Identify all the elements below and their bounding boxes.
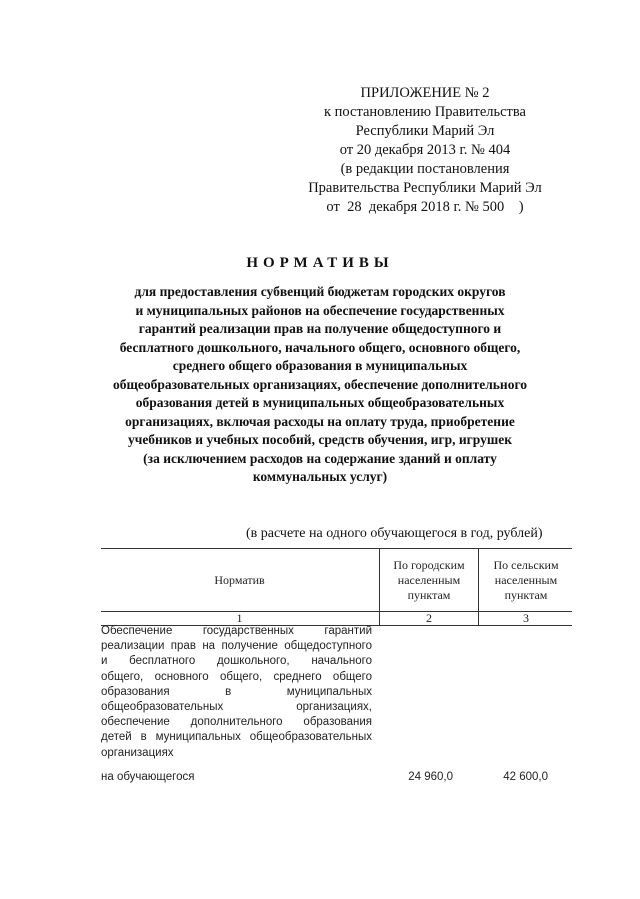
appendix-header <box>300 84 550 217</box>
description-line: Обеспечение государственных гарантий <box>101 625 372 637</box>
description-line: общего, основного общего, среднего общего <box>101 670 372 683</box>
table-header <box>101 548 572 612</box>
appendix-ref-line: (в редакции постановления <box>340 161 510 177</box>
description-line: общеобразовательных организациях, <box>101 701 372 714</box>
subtitle-line: коммунальных услуг) <box>252 469 388 484</box>
subtitle-line: организациях, включая расходы на оплату труда, приобретение <box>125 413 515 429</box>
header-urban-line: населенным <box>397 572 461 587</box>
subtitle-line: учебников и учебных пособий, средств обучения, игр, игрушек <box>127 432 513 447</box>
subtitle-line: бесплатного дошкольного, начального общего, основного общего, <box>119 339 521 355</box>
appendix-revision-line <box>300 198 550 217</box>
subtitle-line: общеобразовательных организациях, обеспечение дополнительного <box>112 376 527 392</box>
value-urban: 24 960,0 <box>408 771 453 783</box>
description-line: и бесплатного дошкольного, начального <box>101 655 372 668</box>
document-title: НОРМАТИВЫ <box>246 255 394 271</box>
revision-number: 500 <box>482 199 505 215</box>
description-line: реализации прав на получение общедоступного <box>101 640 372 653</box>
header-rural <box>478 549 573 611</box>
units-note: (в расчете на одного обучающегося в год, рублей) <box>246 526 543 541</box>
document-subtitle <box>90 283 550 487</box>
appendix-ref-line: Республики Марий Эл <box>355 123 495 139</box>
column-number: 1 <box>236 611 243 625</box>
revision-suffix: ) <box>518 199 524 215</box>
appendix-ref-line: к постановлению Правительства <box>324 104 526 120</box>
subtitle-line: гарантий реализации прав на получение общедоступного и <box>138 321 502 336</box>
value-rural: 42 600,0 <box>503 771 548 783</box>
subtitle-line: для предоставления субвенций бюджетам городских округов <box>134 284 506 299</box>
subtitle-line: (за исключением расходов на содержание зданий и оплату <box>143 450 497 466</box>
revision-day: 28 <box>347 199 362 215</box>
description-line: обеспечение дополнительного образования <box>101 716 372 729</box>
appendix-title: ПРИЛОЖЕНИЕ № 2 <box>360 85 490 101</box>
column-number: 3 <box>478 611 573 625</box>
header-urban-line: пунктам <box>407 587 451 602</box>
revision-month-year: декабря 2018 г. № <box>368 199 479 215</box>
appendix-ref-line: Правительства Республики Марий Эл <box>308 180 542 196</box>
subtitle-line: среднего общего образования в муниципальных <box>172 358 468 373</box>
header-normative: Норматив <box>214 572 265 587</box>
header-rural-line: По сельским <box>493 557 559 572</box>
normatives-table <box>101 548 572 783</box>
header-urban-line: По городским <box>393 557 465 572</box>
column-number: 2 <box>379 611 478 625</box>
subtitle-line: образования детей в муниципальных общеобразовательных <box>135 395 505 410</box>
row-label: на обучающегося <box>101 771 195 783</box>
header-rural-line: населенным <box>494 572 558 587</box>
description-line: организациях <box>101 746 174 759</box>
revision-prefix: от <box>326 199 340 215</box>
description-line: образования в муниципальных <box>101 685 372 698</box>
header-rural-line: пунктам <box>504 587 548 602</box>
appendix-ref-line: от 20 декабря 2013 г. № 404 <box>339 142 511 158</box>
table-row <box>101 771 572 787</box>
description-line: детей в муниципальных общеобразовательных <box>101 731 372 744</box>
subtitle-line: и муниципальных районов на обеспечение государственных <box>135 302 505 318</box>
header-urban <box>379 549 478 611</box>
normative-description <box>101 624 372 761</box>
